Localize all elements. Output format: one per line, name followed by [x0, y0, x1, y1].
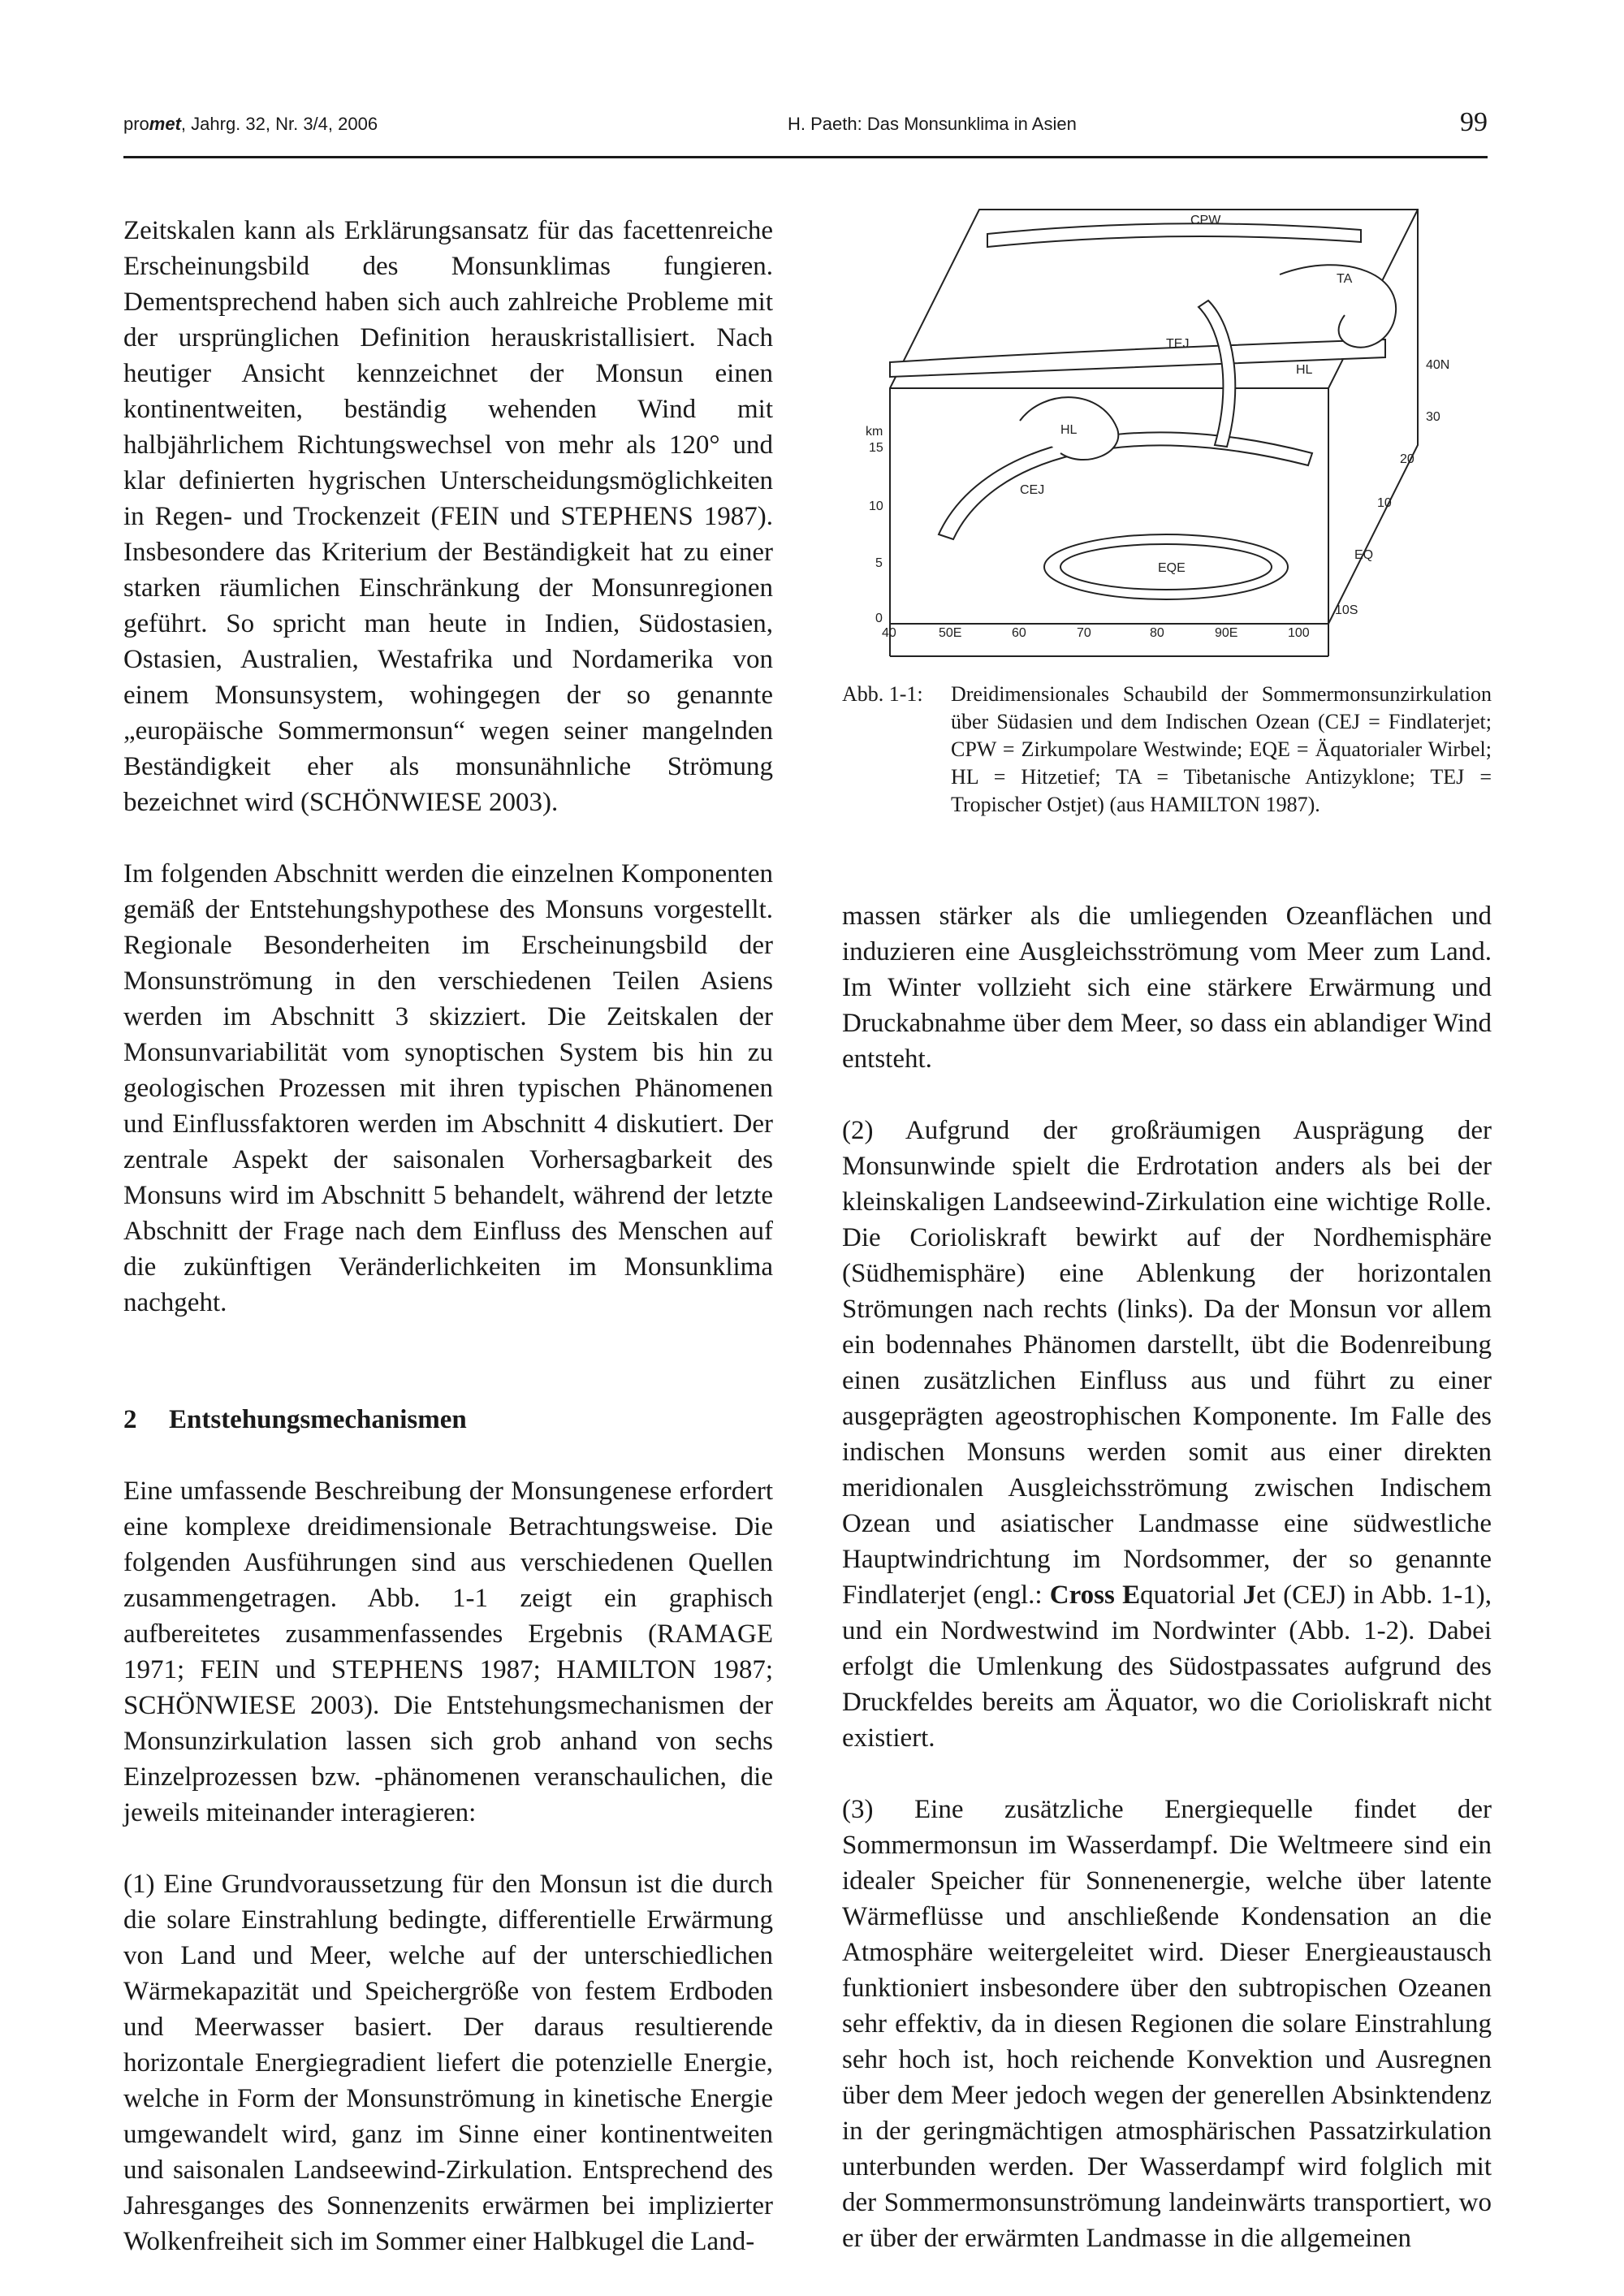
paragraph-text: et (CEJ) in Abb. 1-1), und ein Nordwestwind im Nordwinter (Abb. 1-2). Dabei erfolgt die Umlenkung des Südostpassates aufgrund des Druckfeldes bereits am Äquator, wo die Corioliskraft nicht existiert. — [842, 1580, 1492, 1753]
paragraph: Zeitskalen kann als Erklärungsansatz für das facettenreiche Erscheinungsbild des Monsunklimas fungieren. Dementsprechend haben sich auch zahlreiche Probleme mit der ursprünglichen Definition herauskristallisiert. Nach heutiger Ansicht kennzeichnet der Monsun einen kontinentweiten, beständig wehenden Wind mit halbjährlichem Richtungswechsel von mehr als 120° und klar definierten hygrischen Unterscheidungsmöglichkeiten in Regen- und Trockenzeit (FEIN und STEPHENS 1987). Insbesondere das Kriterium der Beständigkeit hat zu einer starken räumlichen Einschränkung der Monsunregionen geführt. So spricht man heute in Indien, Südostasien, Ostasien, Australien, Westafrika und Nordamerika von einem Monsunsystem, wohingegen der so genannte „europäische Sommermonsun“ wegen seiner mangelnden Beständigkeit eher als monsunähnliche Strömung bezeichnet wird (SCHÖNWIESE 2003). — [123, 216, 773, 817]
label-cej: CEJ — [1020, 483, 1045, 497]
paragraph-text — [1115, 1580, 1122, 1610]
cpw-stream — [987, 223, 1361, 247]
tick-z15: 15 — [869, 441, 883, 455]
label-hl-2: HL — [1296, 363, 1313, 377]
tick-lon60: 60 — [1012, 626, 1026, 640]
tick-30: 30 — [1426, 410, 1440, 424]
section-heading — [123, 1402, 773, 1438]
tick-10: 10 — [1377, 496, 1392, 510]
journal-volume: , Jahrg. 32, Nr. 3/4, 2006 — [180, 114, 378, 134]
paragraph-text: (2) Aufgrund der großräumigen Ausprägung der Monsunwinde spielt die Erdrotation anders als bei der kleinskaligen Landseewind-Zirkulation eine wichtige Rolle. Die Corioliskraft bewirkt auf der Nordhemisphäre (Südhemisphäre) eine Ablenkung der horizontalen Strömungen nach rechts (links). Da der Monsun vor allem ein bodennahes Phänomen darstellt, übt die Bodenreibung einen zusätzlichen Einfluss aus und führt zu einer ausgeprägten ageostrophischen Komponente. Im Falle des indischen Monsuns werden somit aus einer direkten meridionalen Ausgleichsströmung zwischen Indischem Ozean und asiatischer Landmasse eine südwestliche Hauptwindrichtung im Nordsommer, der so genannte Findlaterjet (engl.: — [842, 1116, 1492, 1610]
caption-text: Dreidimensionales Schaubild der Sommermonsunzirkulation über Südasien und dem Indischen Ozean (CEJ = Findlaterjet; CPW = Zirkumpolare Westwinde; EQE = Äquatorialer Wirbel; HL = Hitzetief; TA = Tibetanische Antizyklone; TEJ = Tropischer Ostjet) (aus HAMILTON 1987). — [951, 682, 1492, 816]
paragraph: Im folgenden Abschnitt werden die einzelnen Komponenten gemäß der Entstehungshypothese des Monsuns vorgestellt. Regionale Besonderheiten im Erscheinungsbild der Monsunströmung in den verschiedenen Teilen Asiens werden im Abschnitt 3 skizziert. Die Zeitskalen der Monsunvariabilität vom synoptischen System bis hin zu geologischen Prozessen mit ihren typischen Phänomenen und Einflussfaktoren werden im Abschnitt 4 diskutiert. Der zentrale Aspekt der saisonalen Vorhersagbarkeit des Monsuns wird im Abschnitt 5 behandelt, während der letzte Abschnitt der Frage nach dem Einfluss des Menschen auf die zukünftigen Veränderlichkeiten im Monsunklima nachgeht. — [123, 859, 773, 1317]
tick-10s: 10S — [1335, 603, 1358, 617]
page-header — [123, 107, 1488, 156]
label-hl: HL — [1060, 423, 1078, 437]
emphasis-equatorial: E — [1122, 1580, 1141, 1610]
tick-20: 20 — [1400, 452, 1415, 466]
label-cpw: CPW — [1190, 214, 1221, 227]
left-column — [123, 213, 773, 2295]
section-number: 2 — [123, 1405, 137, 1434]
vertical-stream — [1199, 301, 1235, 447]
tick-eq: EQ — [1354, 548, 1374, 562]
monsoon-3d-diagram — [857, 185, 1491, 672]
running-title: H. Paeth: Das Monsunklima in Asien — [788, 114, 1077, 134]
paragraph — [842, 1113, 1492, 1756]
emphasis-jet: J — [1242, 1580, 1257, 1610]
tick-lon90: 90E — [1215, 626, 1238, 640]
tick-40n: 40N — [1426, 358, 1450, 372]
journal-prefix: pro — [123, 114, 149, 134]
label-eqe: EQE — [1158, 561, 1186, 575]
tick-lon100: 100 — [1288, 626, 1310, 640]
tick-lon40: 40 — [882, 626, 896, 640]
journal-emphasis: met — [149, 114, 181, 134]
tick-lon70: 70 — [1077, 626, 1091, 640]
paragraph: Eine umfassende Beschreibung der Monsungenese erfordert eine komplexe dreidimensionale Betrachtungsweise. Die folgenden Ausführungen sind aus verschiedenen Quellen zusammengetragen. Abb. 1-1 zeigt ein graphisch aufbereitetes zusammenfassendes Ergebnis (RAMAGE 1971; FEIN und STEPHENS 1987; HAMILTON 1987; SCHÖNWIESE 2003). Die Entstehungsmechanismen der Monsunzirkulation lassen sich grob anhand von sechs Einzelprozessen bzw. -phänomenen veranschaulichen, die jeweils miteinander interagieren: — [123, 1477, 773, 1827]
page-number: 99 — [1460, 107, 1488, 137]
paragraph: (3) Eine zusätzliche Energiequelle findet der Sommermonsun im Wasserdampf. Die Weltmeere sind ein idealer Speicher für Sonnenenergie, welche über latente Wärmeflüsse und anschließende Kondensation an die Atmosphäre weitergeleitet wird. Dieser Energieaustausch funktioniert insbesondere über den subtropischen Ozeanen sehr effektiv, da in diesen Regionen die solare Einstrahlung sehr hoch ist, hoch reichende Konvektion und Ausregnen über dem Meer jedoch wegen der generellen Absinktendenz in der geringmächtigen atmosphärischen Passatzirkulation unterbunden werden. Der Wasserdampf wird folglich mit der Sommermonsunströmung landeinwärts transportiert, wo er über der erwärmten Landmasse in die allgemeinen — [842, 1795, 1492, 2253]
label-tej: TEJ — [1166, 337, 1190, 351]
right-column — [842, 898, 1492, 2292]
paragraph: massen stärker als die umliegenden Ozeanflächen und induzieren eine Ausgleichsströmung vom Meer zum Land. Im Winter vollzieht sich eine stärkere Erwärmung und Druckabnahme über dem Meer, so dass ein ablandiger Wind entsteht. — [842, 902, 1492, 1074]
figure-caption — [842, 681, 1492, 819]
tick-lon80: 80 — [1150, 626, 1164, 640]
journal-citation — [123, 114, 378, 135]
label-ta: TA — [1337, 272, 1353, 286]
paragraph: (1) Eine Grundvoraussetzung für den Monsun ist die durch die solare Einstrahlung bedingte, differentielle Erwärmung von Land und Meer, welche auf der unterschiedlichen Wärmekapazität und Speichergröße von festem Erdboden und Meerwasser basiert. Der daraus resultierende horizontale Energiegradient liefert die potenzielle Energie, welche in Form der Monsunströmung in kinetische Energie umgewandelt wird, ganz im Sinne einer kontinentweiten und saisonalen Landseewind-Zirkulation. Entsprechend des Jahresganges des Sonnenzenits erwärmen bei implizierter Wolkenfreiheit sich im Sommer einer Halbkugel die Land- — [123, 1870, 773, 2256]
tick-lon50: 50E — [939, 626, 962, 640]
paragraph-text: quatorial — [1140, 1580, 1243, 1610]
cej-stream — [939, 432, 1312, 539]
label-km: km — [866, 425, 883, 439]
tick-z10: 10 — [869, 499, 883, 513]
figure-monsoon-circulation — [857, 185, 1491, 672]
emphasis-cross: Cross — [1049, 1580, 1115, 1610]
caption-label: Abb. 1-1: — [842, 682, 923, 706]
header-rule — [123, 156, 1488, 158]
section-title: Entstehungsmechanismen — [169, 1405, 467, 1434]
tick-z5: 5 — [875, 556, 883, 570]
tick-z0: 0 — [875, 612, 883, 625]
